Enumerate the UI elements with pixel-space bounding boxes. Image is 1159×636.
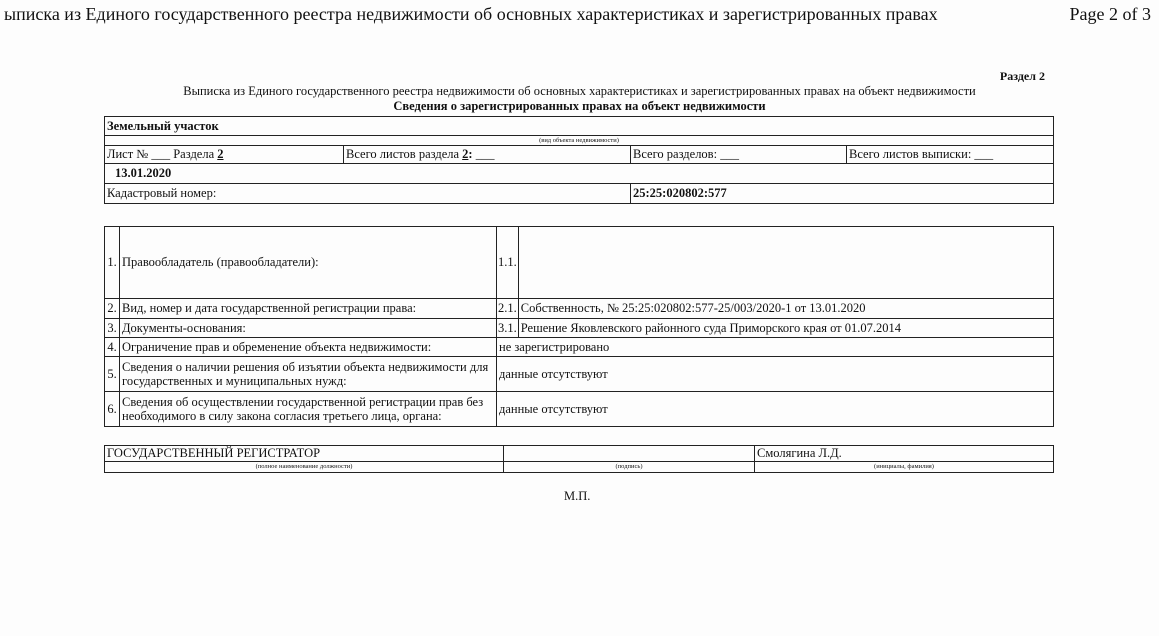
row-label: Сведения о наличии решения об изъятии объекта недвижимости для государственных и муниципальных нужд: — [120, 357, 497, 392]
total-section-sheets: 2 — [462, 147, 469, 161]
signature-cell — [504, 446, 755, 462]
extract-date: 13.01.2020 — [105, 164, 1054, 184]
position-caption: (полное наименование должности) — [105, 462, 504, 473]
total-section-sheets-blank: ___ — [475, 147, 495, 161]
table-row — [105, 392, 1054, 427]
cadastral-label: Кадастровый номер: — [105, 184, 631, 204]
table-row — [105, 319, 1054, 338]
table-row — [105, 227, 1054, 299]
table-row — [105, 299, 1054, 319]
document-header-title: ыписка из Единого государственного реестра недвижимости об основных характеристиках и зарегистрированных правах — [4, 4, 938, 24]
registrar-name: Смолягина Л.Д. — [755, 446, 1054, 462]
table-row — [105, 338, 1054, 357]
name-caption: (инициалы, фамилия) — [755, 462, 1054, 473]
total-sections-blank: ___ — [720, 147, 739, 161]
section-number: 2 — [217, 147, 224, 161]
stamp-place: М.П. — [564, 489, 591, 503]
row-subnumber: 1.1. — [497, 227, 519, 299]
row-subnumber: 2.1. — [497, 299, 519, 319]
row-label: Ограничение прав и обременение объекта недвижимости: — [120, 338, 497, 357]
section-of-label: Раздела — [173, 147, 215, 161]
object-info-table — [104, 116, 1054, 204]
total-section-sheets-cell: Всего листов раздела 2: ___ — [344, 146, 631, 164]
table-row — [105, 357, 1054, 392]
row-value: Решение Яковлевского районного суда Приморского края от 01.07.2014 — [518, 319, 1053, 338]
row-label: Вид, номер и дата государственной регистрации права: — [120, 299, 497, 319]
row-label: Правообладатель (правообладатели): — [120, 227, 497, 299]
cadastral-number: 25:25:020802:577 — [631, 184, 1054, 204]
total-sections-label: Всего разделов: — [633, 147, 718, 161]
object-type-caption: (вид объекта недвижимости) — [105, 136, 1054, 146]
row-label: Сведения об осуществлении государственной регистрации прав без необходимого в силу закона согласия третьего лица, органа: — [120, 392, 497, 427]
total-sheets-blank: ___ — [974, 147, 994, 161]
extract-subtitle: Сведения о зарегистрированных правах на объект недвижимости — [393, 99, 766, 113]
row-number: 3. — [105, 319, 120, 338]
total-section-sheets-label: Всего листов раздела — [346, 147, 460, 161]
extract-title: Выписка из Единого государственного реестра недвижимости об основных характеристиках и зарегистрированных правах на объект недвижимости — [183, 84, 976, 98]
total-sheets-cell — [847, 146, 1054, 164]
signature-caption: (подпись) — [504, 462, 755, 473]
row-number: 1. — [105, 227, 120, 299]
row-number: 4. — [105, 338, 120, 357]
registrar-position: ГОСУДАРСТВЕННЫЙ РЕГИСТРАТОР — [105, 446, 504, 462]
row-value: Собственность, № 25:25:020802:577-25/003/2020-1 от 13.01.2020 — [518, 299, 1053, 319]
signature-table — [104, 445, 1054, 473]
row-value — [518, 227, 1053, 299]
sheet-number-cell — [105, 146, 344, 164]
row-value: не зарегистрировано — [497, 338, 1054, 357]
sheet-blank: ___ — [151, 147, 171, 161]
total-sheets-label: Всего листов выписки: — [849, 147, 972, 161]
row-number: 6. — [105, 392, 120, 427]
rights-table — [104, 226, 1054, 427]
row-label: Документы-основания: — [120, 319, 497, 338]
object-type: Земельный участок — [105, 117, 1054, 136]
row-subnumber: 3.1. — [497, 319, 519, 338]
section-label: Раздел 2 — [999, 69, 1045, 83]
sheet-label: Лист № — [107, 147, 149, 161]
page-number: Page 2 of 3 — [1069, 4, 1151, 24]
row-value: данные отсутствуют — [497, 357, 1054, 392]
row-number: 2. — [105, 299, 120, 319]
row-value: данные отсутствуют — [497, 392, 1054, 427]
row-number: 5. — [105, 357, 120, 392]
total-sections-cell — [631, 146, 847, 164]
